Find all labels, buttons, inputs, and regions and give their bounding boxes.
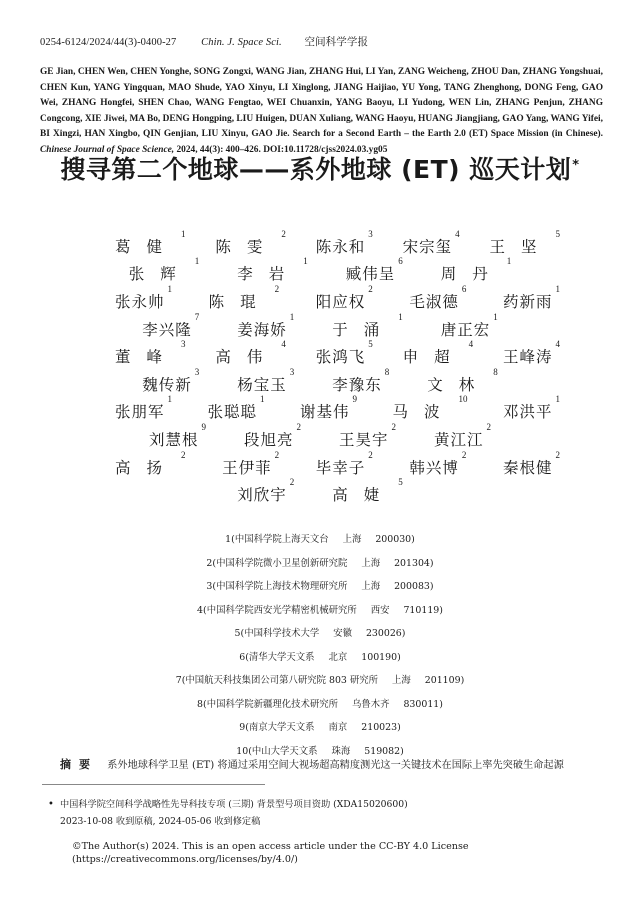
affiliation-zip: 200030	[375, 534, 412, 545]
author	[339, 421, 397, 450]
paren-open: (	[245, 651, 249, 663]
affiliation-superscript: 1	[555, 394, 560, 405]
affiliation-item	[0, 552, 640, 576]
paren-open: (	[203, 604, 207, 616]
affiliation-superscript: 2	[281, 228, 286, 239]
author	[402, 228, 460, 257]
author-row	[0, 339, 640, 370]
affiliation-city: 上海	[361, 581, 381, 592]
author	[315, 228, 373, 257]
affiliation-superscript: 1	[181, 228, 186, 239]
affiliation-superscript: 1	[167, 283, 173, 294]
affiliation-superscript: 2	[486, 421, 492, 432]
affiliation-superscript: 1	[398, 311, 403, 322]
affiliation-org: 中国科学院上海天文台	[234, 534, 329, 545]
author	[207, 394, 265, 422]
author-name: 刘欣宇	[237, 486, 287, 505]
author-name: 陈琨	[208, 292, 272, 311]
author-name: 高伟	[215, 348, 279, 367]
author	[502, 449, 560, 478]
author-name: 魏传新	[142, 375, 192, 394]
affiliation-zip: 230026	[365, 628, 402, 639]
paren-close: )	[400, 745, 404, 757]
author-name: 葛健	[115, 237, 179, 256]
author-name: 王伊菲	[222, 458, 272, 477]
citation-title: Search for a Second Earth – the Earth 2.0 (ET) Space Mission (in Chinese).	[289, 129, 603, 140]
author-row	[0, 311, 640, 343]
affiliation-list	[0, 528, 640, 763]
author-name: 姜海娇	[237, 320, 287, 339]
author-name: 宋宗玺	[402, 237, 453, 256]
author	[115, 283, 173, 312]
author-name: 张永帅	[115, 292, 165, 311]
author	[115, 339, 186, 367]
author	[489, 228, 560, 257]
affiliation-number: 8	[197, 698, 204, 710]
affiliation-superscript: 1	[260, 394, 265, 405]
journal-name-cn: 空间科学学报	[304, 37, 369, 48]
journal-abbreviation: Chin. J. Space Sci.	[201, 37, 282, 48]
author-name: 陈永和	[315, 237, 366, 256]
paren-open: (	[181, 675, 186, 686]
author-name: 刘慧根	[148, 430, 199, 449]
affiliation-org: 中国科学院西安光学精密机械研究所	[206, 604, 357, 616]
funding-note	[48, 796, 408, 813]
paren-close: )	[429, 557, 434, 569]
affiliation-city: 安徽	[333, 628, 352, 639]
license-url[interactable]: (https://creativecommons.org/licenses/by/4.0/)	[72, 854, 298, 865]
author-name: 高扬	[115, 458, 179, 477]
affiliation-superscript: 5	[398, 477, 403, 488]
affiliation-superscript: 2	[289, 477, 295, 488]
paren-close: )	[460, 675, 465, 686]
footnote-divider	[42, 784, 265, 785]
affiliation-city: 珠海	[331, 745, 351, 757]
affiliation-zip: 710119	[403, 604, 440, 616]
affiliation-superscript: 6	[398, 256, 403, 267]
author-row	[0, 394, 640, 426]
affiliation-superscript: 3	[194, 366, 200, 377]
author	[332, 366, 390, 395]
affiliation-org: 中国科学院上海技术物理研究所	[216, 581, 348, 592]
affiliation-item	[0, 693, 640, 717]
title-footnote-mark: *	[572, 157, 580, 173]
author	[315, 339, 373, 367]
author-name: 陈雯	[215, 237, 279, 256]
author	[115, 394, 173, 422]
author	[243, 421, 301, 450]
author	[142, 366, 200, 395]
affiliation-superscript: 6	[461, 283, 467, 294]
author	[502, 283, 560, 312]
author-name: 李兴隆	[142, 320, 192, 339]
issn-label: 0254-6124/2024/44(3)-0400-27	[40, 37, 177, 48]
author	[345, 256, 403, 284]
author-row	[0, 449, 640, 481]
affiliation-number: 6	[239, 651, 246, 663]
author-name: 周丹	[440, 265, 504, 284]
citation-issue-pages: (3): 400–426.	[209, 144, 261, 155]
affiliation-superscript: 2	[368, 283, 373, 294]
affiliation-city: 西安	[370, 604, 390, 616]
affiliation-org: 清华大学天文系	[248, 651, 315, 663]
paren-close: )	[439, 698, 443, 710]
author-name: 毕幸子	[315, 458, 366, 477]
citation-volume: 44	[199, 144, 210, 155]
author	[222, 449, 280, 478]
author	[427, 366, 498, 395]
author-name: 高婕	[332, 486, 396, 505]
paren-close: )	[429, 581, 434, 592]
affiliation-number: 5	[234, 628, 241, 639]
author-name: 韩兴博	[409, 458, 459, 477]
affiliation-superscript: 4	[281, 339, 286, 350]
author-name: 王峰涛	[502, 348, 553, 367]
author-name: 臧伟呈	[345, 265, 396, 284]
affiliation-number: 1	[225, 534, 232, 545]
affiliation-superscript: 1	[506, 256, 512, 267]
author	[237, 256, 308, 284]
affiliation-org: 中国科学院新疆理化技术研究所	[206, 698, 338, 710]
author-name: 王昊宇	[339, 430, 389, 449]
affiliation-superscript: 8	[493, 366, 498, 377]
author	[409, 283, 467, 312]
author	[237, 366, 295, 395]
footnotes	[48, 796, 408, 830]
affiliation-superscript: 2	[274, 283, 280, 294]
paren-close: )	[397, 722, 401, 733]
affiliation-number: 7	[175, 675, 182, 686]
affiliation-superscript: 2	[274, 449, 280, 460]
affiliation-item	[0, 716, 640, 740]
affiliation-superscript: 3	[289, 366, 295, 377]
paren-open: (	[240, 628, 245, 639]
affiliation-number: 3	[206, 581, 213, 592]
author-name: 张辉	[128, 265, 192, 284]
author	[502, 394, 560, 422]
author-list	[0, 228, 640, 508]
author-name: 张鸿飞	[315, 348, 366, 367]
author	[237, 311, 295, 340]
author	[128, 256, 200, 284]
affiliation-city: 乌鲁木齐	[351, 698, 390, 710]
affiliation-item	[0, 669, 640, 693]
affiliation-zip: 519082	[364, 745, 401, 757]
affiliation-zip: 100190	[361, 651, 398, 663]
affiliation-item	[0, 528, 640, 552]
author	[115, 449, 186, 478]
affiliation-city: 北京	[328, 651, 348, 663]
author-name: 申超	[402, 348, 466, 367]
affiliation-superscript: 2	[368, 449, 373, 460]
author-name: 阳应权	[315, 292, 366, 311]
author-name: 董峰	[115, 348, 179, 367]
license-note	[72, 840, 469, 866]
affiliation-superscript: 1	[493, 311, 498, 322]
funding-text: 中国科学院空间科学战略性先导科技专项 (三期) 背景型号项目资助 (XDA15020600)	[60, 799, 408, 810]
author-name: 李豫东	[332, 375, 382, 394]
paren-open: (	[248, 745, 252, 757]
author	[434, 421, 492, 450]
author-name: 杨宝玉	[237, 375, 287, 394]
author-name: 于涌	[332, 320, 396, 339]
paren-open: (	[203, 698, 207, 710]
affiliation-superscript: 2	[461, 449, 467, 460]
author	[315, 283, 373, 312]
paper-title-text: 搜寻第二个地球——系外地球 (ET) 巡天计划	[60, 155, 572, 184]
affiliation-org: 中国航天科技集团公司第八研究院 803 研究所	[185, 675, 378, 686]
paren-close: )	[411, 534, 415, 545]
affiliation-superscript: 2	[181, 449, 186, 460]
paren-open: (	[231, 534, 235, 545]
affiliation-zip: 201109	[424, 675, 461, 686]
affiliation-number: 4	[197, 604, 204, 616]
author-name: 谢基伟	[299, 403, 350, 422]
affiliation-item	[0, 575, 640, 599]
affiliation-number: 2	[206, 557, 213, 569]
author	[148, 421, 206, 450]
author	[440, 256, 512, 284]
citation-authors: GE Jian, CHEN Wen, CHEN Yonghe, SONG Zongxi, WANG Jian, ZHANG Hui, LI Yan, ZANG Weicheng, ZHOU Dan, ZHANG Yongshuai, CHEN Kun, YANG Yingquan, MAO Shude, YAO Xinyu, LI Xinglong, JIANG Haijiao, YU Yong, TANG Zhenghong, DONG Feng, GAO Wei, ZHANG Hongfei, SHEN Chao, WANG Fengtao, WEI Chuanxin, YANG Baoyu, LI Yudong, WEN Lin, ZHANG Penjun, ZHANG Congcong, XIE Jiwei, MA Bo, DENG Hongping, LIU Huigen, DUAN Xuliang, WANG Haoyu, HUANG Jiangjiang, GAO Yang, WANG Yifei, BI Xingzi, HAN Xingbo, QIN Genjian, LIU Xinyu, GAO Jie.	[40, 67, 603, 140]
author	[402, 339, 474, 367]
affiliation-zip: 200083	[394, 581, 430, 592]
affiliation-zip: 830011	[403, 698, 440, 710]
affiliation-superscript: 10	[458, 394, 468, 405]
author	[299, 394, 357, 422]
affiliation-superscript: 1	[289, 311, 295, 322]
abstract-text: 系外地球科学卫星 (ET) 将通过采用空间大视场超高精度测光这一关键技术在国际上率先突破生命起源	[107, 760, 564, 771]
affiliation-superscript: 9	[352, 394, 357, 405]
author-name: 李岩	[237, 265, 301, 284]
received-dates: 2023-10-08 收到原稿, 2024-05-06 收到修定稿	[60, 816, 261, 827]
author	[315, 449, 373, 478]
affiliation-org: 中国科学院微小卫星创新研究院	[216, 557, 348, 569]
author-name: 段旭亮	[243, 430, 294, 449]
author	[142, 311, 200, 340]
author	[215, 228, 286, 257]
affiliation-zip: 210023	[361, 722, 398, 733]
author-name: 唐正宏	[440, 320, 491, 339]
affiliation-org: 南京大学天文系	[248, 722, 315, 733]
author	[115, 228, 186, 257]
author-row	[0, 228, 640, 260]
abstract-label: 摘要	[60, 758, 98, 771]
author-row	[0, 366, 640, 398]
citation-year: 2024,	[174, 144, 200, 155]
author-name: 邓洪平	[502, 403, 553, 422]
author-row	[0, 283, 640, 315]
affiliation-number: 10	[236, 745, 249, 757]
affiliation-superscript: 1	[555, 283, 560, 294]
affiliation-superscript: 4	[468, 339, 474, 350]
author	[215, 339, 286, 367]
author	[332, 311, 403, 340]
affiliation-superscript: 5	[555, 228, 560, 239]
affiliation-city: 上海	[342, 534, 362, 545]
author-name: 王坚	[489, 237, 553, 256]
affiliation-superscript: 9	[201, 421, 206, 432]
affiliation-item	[0, 599, 640, 623]
affiliation-superscript: 1	[303, 256, 308, 267]
affiliation-superscript: 3	[181, 339, 186, 350]
author	[332, 477, 403, 505]
affiliation-superscript: 3	[368, 228, 373, 239]
affiliation-number: 9	[239, 722, 246, 733]
affiliation-city: 上海	[392, 675, 411, 686]
paren-open: (	[245, 722, 249, 733]
author-name: 秦根健	[502, 458, 553, 477]
paper-title	[0, 150, 640, 186]
affiliation-superscript: 4	[555, 339, 560, 350]
paren-open: (	[212, 581, 217, 592]
abstract	[60, 756, 564, 772]
affiliation-superscript: 1	[194, 256, 200, 267]
author	[409, 449, 467, 478]
license-line: ©The Author(s) 2024. This is an open access article under the CC-BY 4.0 License	[72, 841, 469, 852]
author	[237, 477, 295, 505]
affiliation-org: 中国科学技术大学	[244, 628, 320, 639]
citation-doi[interactable]: DOI:10.11728/cjss2024.03.yg05	[260, 144, 388, 155]
author	[392, 394, 468, 422]
english-citation	[40, 65, 603, 159]
affiliation-superscript: 2	[296, 421, 301, 432]
affiliation-superscript: 5	[368, 339, 373, 350]
author-row	[0, 256, 640, 288]
paren-close: )	[397, 651, 401, 663]
author-row	[0, 477, 640, 508]
paren-open: (	[212, 557, 217, 569]
affiliation-item	[0, 622, 640, 646]
affiliation-zip: 201304	[394, 557, 430, 569]
author-name: 文林	[427, 375, 491, 394]
affiliation-superscript: 7	[194, 311, 200, 322]
affiliation-city: 南京	[328, 722, 348, 733]
bullet-icon: •	[48, 799, 54, 810]
paren-close: )	[401, 628, 406, 639]
author-row	[0, 421, 640, 453]
author	[502, 339, 560, 367]
citation-journal: Chinese Journal of Space Science,	[40, 144, 175, 155]
affiliation-superscript: 8	[384, 366, 390, 377]
author-name: 张聪聪	[207, 403, 257, 422]
affiliation-city: 上海	[361, 557, 381, 569]
author-name: 毛淑德	[409, 292, 459, 311]
affiliation-org: 中山大学天文系	[251, 745, 318, 757]
affiliation-item	[0, 646, 640, 670]
affiliation-superscript: 4	[455, 228, 460, 239]
author-name: 马波	[392, 403, 456, 422]
affiliation-superscript: 1	[167, 394, 173, 405]
affiliation-superscript: 2	[391, 421, 397, 432]
author	[440, 311, 498, 340]
affiliation-superscript: 2	[555, 449, 560, 460]
author-name: 药新雨	[502, 292, 553, 311]
journal-header	[40, 34, 368, 49]
author	[208, 283, 280, 312]
author-name: 黄江江	[434, 430, 484, 449]
paren-close: )	[439, 604, 443, 616]
author-name: 张朋军	[115, 403, 165, 422]
